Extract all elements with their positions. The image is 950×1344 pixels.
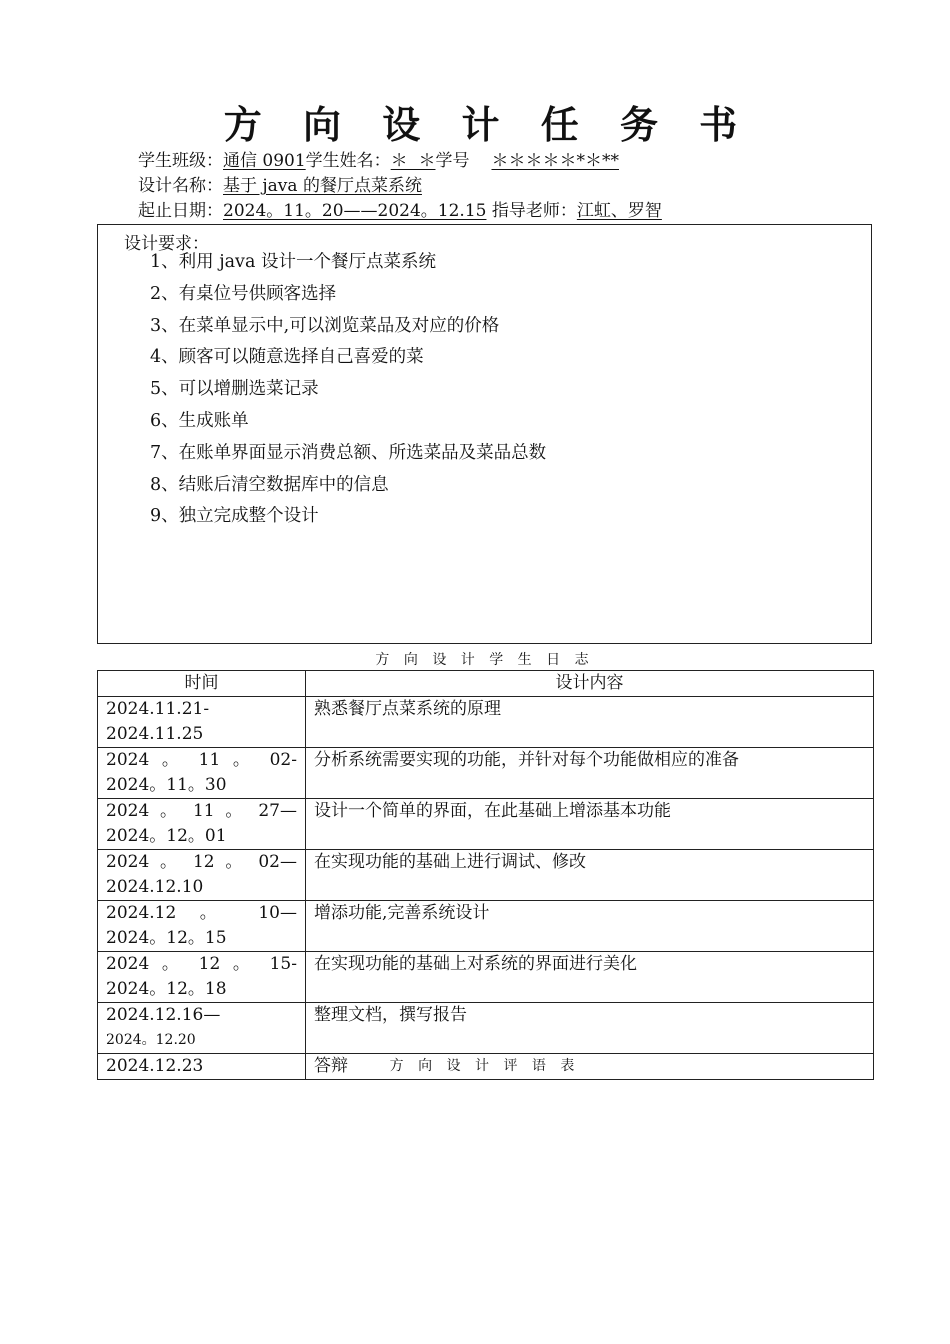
teacher-label: 指导老师： bbox=[491, 201, 577, 221]
date-line bbox=[138, 200, 662, 222]
col-content-header: 设计内容 bbox=[306, 671, 874, 697]
content-cell: 在实现功能的基础上进行调试、修改 bbox=[306, 850, 874, 901]
time-cell bbox=[98, 697, 306, 748]
requirement-item: 9、独立完成整个设计 bbox=[150, 506, 319, 527]
requirement-item: 4、顾客可以随意选择自己喜爱的菜 bbox=[150, 347, 424, 368]
table-row bbox=[98, 1003, 874, 1054]
class-label: 学生班级： bbox=[138, 151, 223, 171]
content-cell: 答辩 bbox=[306, 1054, 874, 1080]
time-cell bbox=[98, 952, 306, 1003]
time-line-1: 2024.12.23 bbox=[106, 1056, 204, 1076]
requirement-item: 3、在菜单显示中,可以浏览菜品及对应的价格 bbox=[150, 315, 500, 336]
content-cell: 整理文档，撰写报告 bbox=[306, 1003, 874, 1054]
table-row bbox=[98, 697, 874, 748]
time-line-2: 2024.12.10 bbox=[106, 877, 204, 897]
requirements-heading: 设计要求： bbox=[124, 234, 209, 254]
id-value: ＊＊＊＊＊*＊** bbox=[491, 151, 619, 171]
content-cell: 增添功能,完善系统设计 bbox=[306, 901, 874, 952]
time-line-1: 2024 。 11 。 02- bbox=[106, 750, 297, 770]
table-row bbox=[98, 850, 874, 901]
col-time-header: 时间 bbox=[98, 671, 306, 697]
table-row bbox=[98, 901, 874, 952]
time-cell bbox=[98, 748, 306, 799]
time-cell bbox=[98, 799, 306, 850]
name-label: 学生姓名： bbox=[305, 151, 391, 171]
teacher-value: 江虹、罗智 bbox=[576, 201, 662, 221]
date-value: 2024。11。20——2024。12.15 bbox=[223, 201, 487, 221]
requirement-item: 5、可以增删选菜记录 bbox=[150, 379, 319, 400]
time-cell bbox=[98, 850, 306, 901]
content-cell: 分析系统需要实现的功能，并针对每个功能做相应的准备 bbox=[306, 748, 874, 799]
time-line-1: 2024 。 12 。 15- bbox=[106, 954, 297, 974]
class-value: 通信 0901 bbox=[223, 151, 306, 171]
design-name-line bbox=[138, 175, 422, 197]
time-line-2: 2024。11。30 bbox=[106, 775, 227, 795]
design-value: 基于 java 的餐厅点菜系统 bbox=[223, 176, 422, 196]
requirement-item: 2、有桌位号供顾客选择 bbox=[150, 283, 337, 304]
id-label: 学号 bbox=[435, 151, 470, 171]
time-cell bbox=[98, 901, 306, 952]
table-row bbox=[98, 799, 874, 850]
requirement-item: 6、生成账单 bbox=[150, 410, 249, 431]
student-info-line bbox=[138, 150, 619, 172]
time-line-1: 2024 。 11 。 27— bbox=[106, 801, 297, 821]
time-line-1: 2024.11.21-2024.11.25 bbox=[106, 699, 210, 744]
content-cell: 在实现功能的基础上对系统的界面进行美化 bbox=[306, 952, 874, 1003]
design-label: 设计名称： bbox=[138, 176, 223, 196]
content-cell: 熟悉餐厅点菜系统的原理 bbox=[306, 697, 874, 748]
content-cell: 设计一个简单的界面，在此基础上增添基本功能 bbox=[306, 799, 874, 850]
requirement-item: 8、结账后清空数据库中的信息 bbox=[150, 474, 389, 495]
name-value: ＊ ＊ bbox=[390, 151, 436, 171]
time-line-1: 2024.12.16— bbox=[106, 1005, 221, 1025]
requirement-item: 1、利用 java 设计一个餐厅点菜系统 bbox=[150, 252, 436, 272]
requirements-box bbox=[97, 224, 872, 644]
time-line-2: 2024。12。15 bbox=[106, 928, 227, 948]
table-row bbox=[98, 748, 874, 799]
time-line-2: 2024。12。01 bbox=[106, 826, 227, 846]
time-line-2: 2024。12.20 bbox=[106, 1032, 196, 1048]
table-row bbox=[98, 952, 874, 1003]
requirements-list bbox=[150, 247, 546, 533]
date-label: 起止日期： bbox=[138, 201, 223, 221]
time-line-1: 2024 。 12 。 02— bbox=[106, 852, 297, 872]
time-cell bbox=[98, 1003, 306, 1054]
log-caption: 方 向 设 计 学 生 日 志 bbox=[375, 652, 594, 668]
page-title: 方 向 设 计 任 务 书 bbox=[223, 103, 752, 147]
time-line-2: 2024。12。18 bbox=[106, 979, 227, 999]
student-log-table bbox=[97, 670, 874, 1080]
evaluation-caption: 方 向 设 计 评 语 表 bbox=[389, 1058, 580, 1074]
table-header-row bbox=[98, 671, 874, 697]
time-line-1: 2024.12 。 10— bbox=[106, 903, 297, 923]
requirement-item: 7、在账单界面显示消费总额、所选菜品及菜品总数 bbox=[150, 442, 547, 463]
